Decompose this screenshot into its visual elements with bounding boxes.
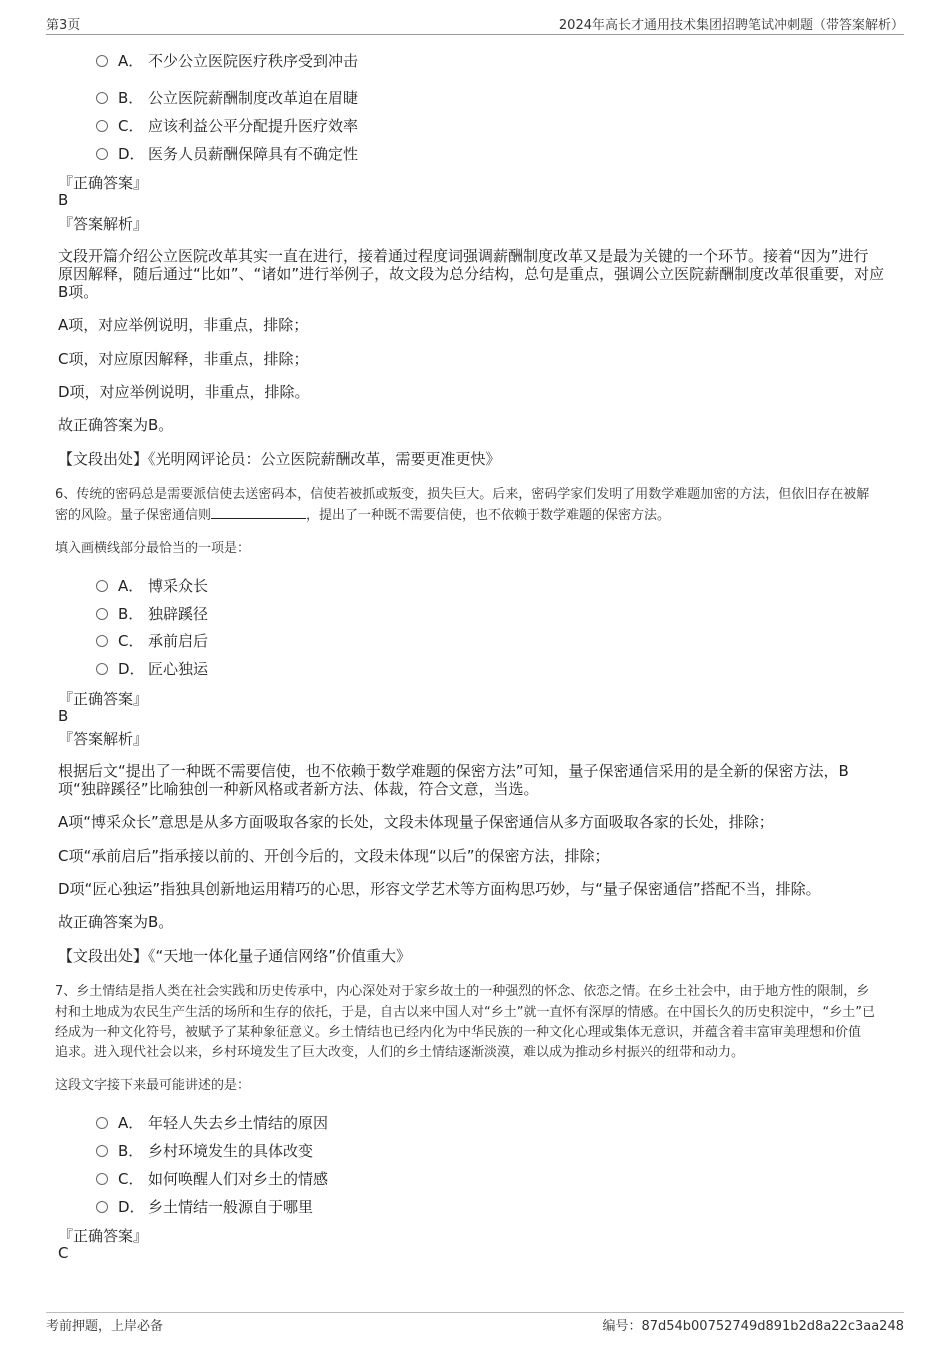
q6-answer: B (58, 707, 69, 725)
q6-analysis-line: 根据后文“提出了一种既不需要信使，也不依赖于数学难题的保密方法”可知，量子保密通信采用的是全新的保密方法，B (58, 762, 849, 780)
q5-answer-tag: 『正确答案』 (58, 174, 149, 192)
radio-icon[interactable] (96, 55, 108, 67)
radio-icon[interactable] (96, 663, 108, 675)
q7-option-c[interactable]: C． 如何唤醒人们对乡土的情感 (96, 1168, 328, 1190)
footer-slogan: 考前押题，上岸必备 (46, 1319, 164, 1334)
q6-stem-line: 6、传统的密码总是需要派信使去送密码本，信使若被抓或叛变，损失巨大。后来，密码学家们发明了用数学难题加密的方法，但依旧存在被解 (55, 487, 870, 502)
q7-stem-line: 村和土地成为农民生产生活的场所和生存的依托，于是，自古以来中国人对“乡土”就一直怀有深厚的情感。在中国长久的历史积淀中，“乡土”已 (55, 1005, 875, 1020)
q5-analysis-line: 文段开篇介绍公立医院改革其实一直在进行，接着通过程度词强调薪酬制度改革又是最为关键的一个环节。接着“因为”进行 (58, 247, 869, 265)
q5-option-a[interactable]: A． 不少公立医院医疗秩序受到冲击 (96, 50, 358, 72)
q5-point: D项，对应举例说明，非重点，排除。 (58, 383, 310, 401)
q6-point: C项“承前启后”指承接以前的、开创今后的，文段未体现“以后”的保密方法，排除； (58, 847, 610, 865)
radio-icon[interactable] (96, 148, 108, 160)
q7-stem-line: 追求。进入现代社会以来，乡村环境发生了巨大改变，人们的乡土情结逐渐淡漠，难以成为推动乡村振兴的纽带和动力。 (55, 1045, 745, 1060)
q6-answer-tag: 『正确答案』 (58, 690, 149, 708)
q7-option-d[interactable]: D． 乡土情结一般源自于哪里 (96, 1196, 313, 1218)
q5-source: 【文段出处】《光明网评论员：公立医院薪酬改革，需要更准更快》 (58, 450, 501, 468)
document-title: 2024年高长才通用技术集团招聘笔试冲刺题（带答案解析） (558, 18, 904, 33)
radio-icon[interactable] (96, 1201, 108, 1213)
q6-analysis-tag: 『答案解析』 (58, 730, 149, 748)
q6-option-d[interactable]: D． 匠心独运 (96, 658, 208, 680)
q6-point: A项“博采众长”意思是从多方面吸取各家的长处，文段未体现量子保密通信从多方面吸取各家的长处，排除； (58, 813, 774, 831)
q7-answer: C (58, 1244, 69, 1262)
q6-prompt: 填入画横线部分最恰当的一项是： (55, 541, 251, 556)
radio-icon[interactable] (96, 120, 108, 132)
q5-analysis-tag: 『答案解析』 (58, 215, 149, 233)
q6-conclusion: 故正确答案为B。 (58, 913, 174, 931)
page-footer (46, 1312, 904, 1334)
page-header (46, 12, 904, 35)
q7-stem-line: 7、乡土情结是指人类在社会实践和历史传承中，内心深处对于家乡故土的一种强烈的怀念、依恋之情。在乡土社会中，由于地方性的限制，乡 (55, 984, 870, 999)
q5-option-b[interactable]: B． 公立医院薪酬制度改革迫在眉睫 (96, 87, 358, 109)
q6-point: D项“匠心独运”指独具创新地运用精巧的心思，形容文学艺术等方面构思巧妙，与“量子保密通信”搭配不当，排除。 (58, 880, 821, 898)
q5-analysis-line: 原因解释，随后通过“比如”、“诸如”进行举例子，故文段为总分结构，总句是重点，强调公立医院薪酬制度改革很重要，对应 (58, 265, 885, 283)
q7-prompt: 这段文字接下来最可能讲述的是： (55, 1078, 251, 1093)
q6-option-a[interactable]: A． 博采众长 (96, 575, 208, 597)
q7-option-a[interactable]: A． 年轻人失去乡土情结的原因 (96, 1112, 328, 1134)
q5-answer: B (58, 191, 69, 209)
radio-icon[interactable] (96, 608, 108, 620)
q5-conclusion: 故正确答案为B。 (58, 416, 174, 434)
q5-analysis-line: B项。 (58, 283, 99, 301)
q5-option-d[interactable]: D． 医务人员薪酬保障具有不确定性 (96, 143, 358, 165)
q6-source: 【文段出处】《“天地一体化量子通信网络”价值重大》 (58, 947, 412, 965)
q6-option-c[interactable]: C． 承前启后 (96, 630, 208, 652)
q7-answer-tag: 『正确答案』 (58, 1227, 149, 1245)
fill-blank (211, 506, 306, 519)
q7-stem-line: 经成为一种文化符号，被赋予了某种象征意义。乡土情结也已经内化为中华民族的一种文化心理或集体无意识，并蕴含着丰富审美理想和价值 (55, 1025, 862, 1040)
page-number: 第3页 (46, 18, 81, 33)
q6-stem-line: 密的风险。量子保密通信则 ，提出了一种既不需要信使，也不依赖于数学难题的保密方法。 (55, 508, 671, 523)
q5-point: A项，对应举例说明，非重点，排除； (58, 316, 309, 334)
radio-icon[interactable] (96, 92, 108, 104)
q6-option-b[interactable]: B． 独辟蹊径 (96, 603, 208, 625)
radio-icon[interactable] (96, 635, 108, 647)
radio-icon[interactable] (96, 1173, 108, 1185)
q6-analysis-line: 项“独辟蹊径”比喻独创一种新风格或者新方法、体裁，符合文意，当选。 (58, 780, 539, 798)
radio-icon[interactable] (96, 1117, 108, 1129)
radio-icon[interactable] (96, 1145, 108, 1157)
document-id: 编号：87d54b00752749d891b2d8a22c3aa248 (602, 1319, 904, 1334)
q7-option-b[interactable]: B． 乡村环境发生的具体改变 (96, 1140, 313, 1162)
radio-icon[interactable] (96, 580, 108, 592)
q5-point: C项，对应原因解释，非重点，排除； (58, 350, 309, 368)
q5-option-c[interactable]: C． 应该利益公平分配提升医疗效率 (96, 115, 358, 137)
